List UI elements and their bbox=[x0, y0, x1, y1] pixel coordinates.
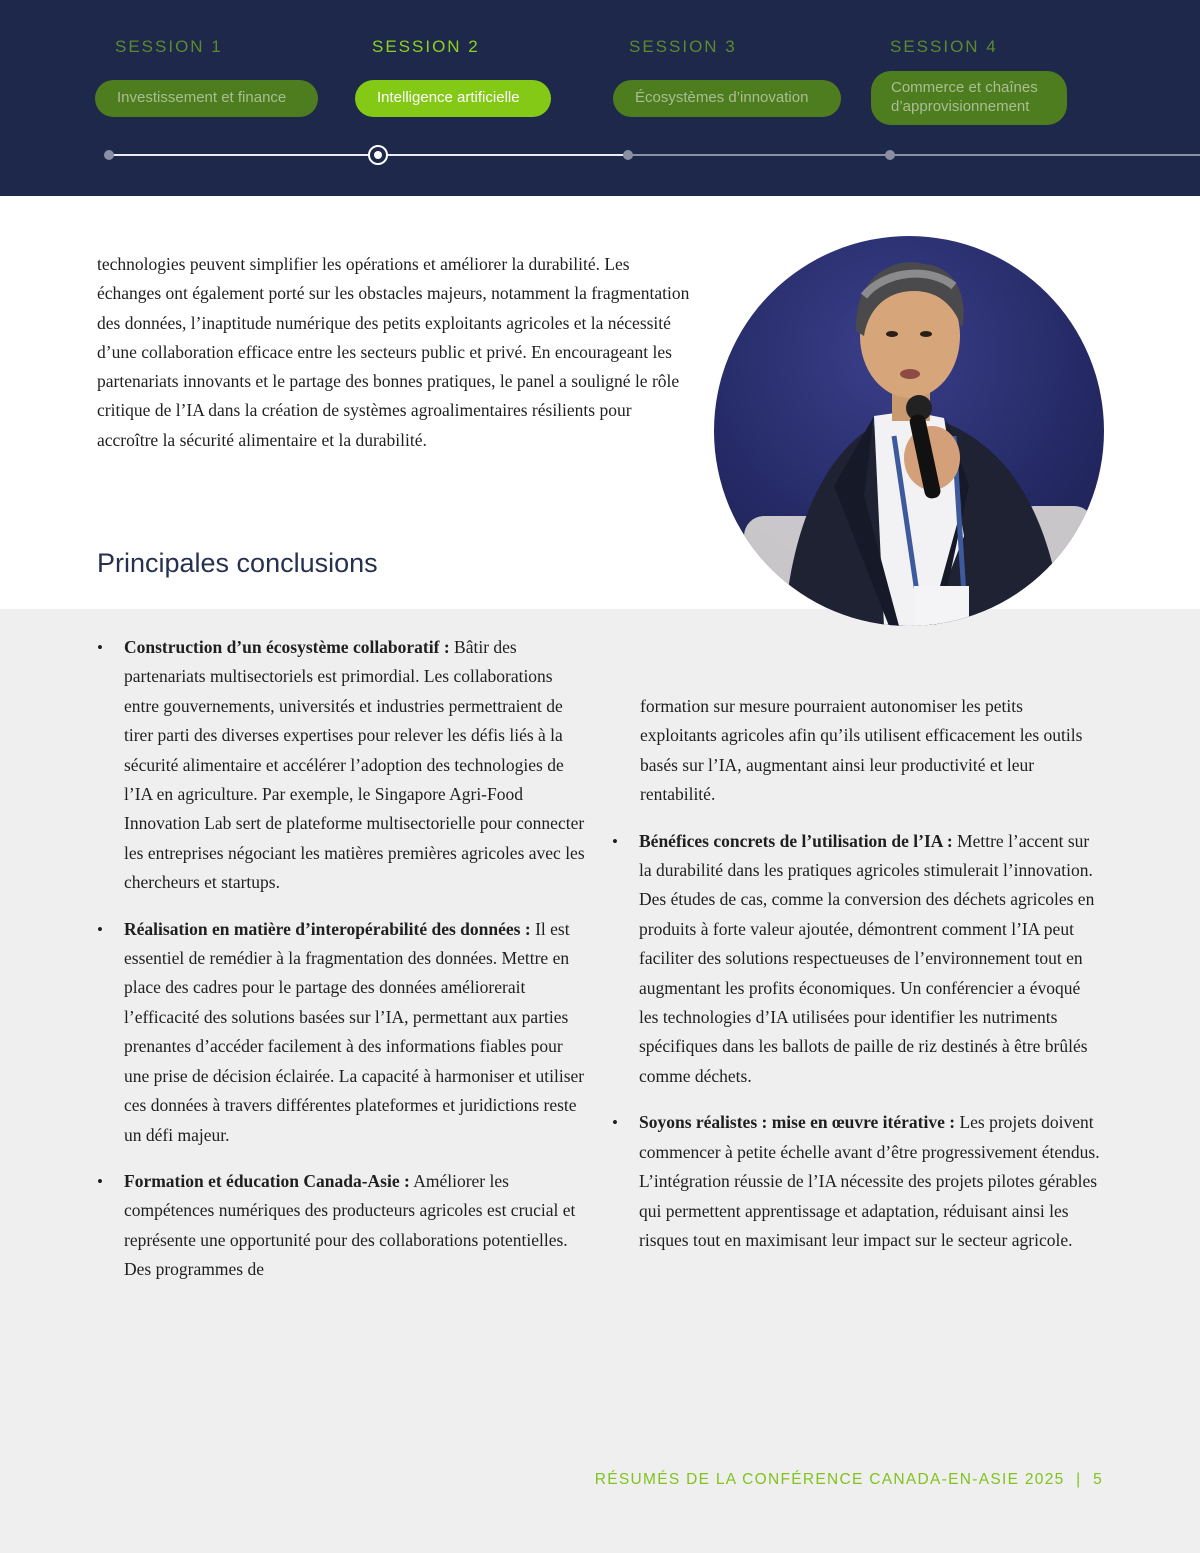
bullet-icon: • bbox=[612, 1113, 618, 1133]
item-body: Mettre l’accent sur la durabilité dans les pratiques agricoles stimulerait l’innovation. Des études de cas, comme la conversion des déchets agricoles en produits à forte valeur ajoutée, démontrent comment l’IA peut faciliter des solutions respectueuses de l’environnement tout en augmentant les profits économiques. Un conférencier a évoqué les technologies d’IA utilisées pour identifier les nutriments spécifiques dans les ballots de paille de riz destinés à être brûlés comme déchets. bbox=[639, 830, 1095, 1086]
list-item bbox=[97, 1167, 587, 1285]
session-4-topic: Commerce et chaînes d’approvisionnement bbox=[891, 79, 1038, 115]
session-2-tab[interactable] bbox=[355, 80, 551, 117]
item-body: Bâtir des partenariats multisectoriels est primordial. Les collaborations entre gouvernements, universités et industries permettraient de tirer parti des diverses expertises pour relever les défis liés à la sécurité alimentaire et accélérer l’adoption des technologies de l’IA en agriculture. Par exemple, le Singapore Agri-Food Innovation Lab sert de plateforme multisectorielle pour connecter les entreprises négociant les matières premières agricoles avec les chercheurs et startups. bbox=[124, 637, 585, 893]
timeline-upcoming-segment bbox=[628, 154, 1200, 156]
session-2-topic: Intelligence artificielle bbox=[377, 89, 520, 107]
session-2-label: SESSION 2 bbox=[372, 37, 480, 56]
item-body: Améliorer les compétences numériques des producteurs agricoles est crucial et représente une opportunité pour des collaborations potentielles. Des programmes de bbox=[124, 1170, 576, 1280]
item-title: Formation et éducation Canada-Asie : bbox=[124, 1170, 410, 1191]
conclusions-left-column bbox=[97, 633, 587, 1302]
item-title: Réalisation en matière d’interopérabilité des données : bbox=[124, 918, 531, 939]
session-3-tab[interactable] bbox=[613, 80, 841, 117]
section-title: Principales conclusions bbox=[97, 548, 378, 578]
intro-paragraph: technologies peuvent simplifier les opérations et améliorer la durabilité. Les échanges ont également porté sur les obstacles majeurs, notamment la fragmentation des données, l’inaptitude numérique des petits exploitants agricoles et la nécessité d’une collaboration efficace entre les secteurs public et privé. En encourageant les partenariats innovants et le partage des bonnes pratiques, le panel a souligné le rôle critique de l’IA dans la création de systèmes agroalimentaires résilients pour accroître la sécurité alimentaire et la durabilité. bbox=[97, 254, 690, 450]
bullet-icon: • bbox=[97, 919, 103, 939]
continued-text: formation sur mesure pourraient autonomiser les petits exploitants agricoles afin qu’ils utilisent efficacement les outils basés sur l’IA, augmentant ainsi leur productivité et leur rentabilité. bbox=[640, 696, 1083, 805]
session-1-topic: Investissement et finance bbox=[117, 89, 287, 107]
bullet-icon: • bbox=[97, 1171, 103, 1191]
page-number: 5 bbox=[1093, 1471, 1103, 1488]
session-4-tab[interactable] bbox=[871, 71, 1067, 125]
session-3-label: SESSION 3 bbox=[629, 37, 737, 56]
list-item bbox=[612, 1108, 1102, 1255]
timeline-dot-session-2-active[interactable] bbox=[368, 145, 388, 165]
item-title: Soyons réalistes : mise en œuvre itérative : bbox=[639, 1112, 956, 1133]
bullet-icon: • bbox=[97, 638, 103, 657]
footer-title: RÉSUMÉS DE LA CONFÉRENCE CANADA-EN-ASIE 2025 bbox=[594, 1471, 1065, 1488]
timeline-dot-session-3[interactable] bbox=[623, 150, 633, 160]
timeline-current-segment bbox=[377, 154, 628, 156]
session-header bbox=[0, 0, 1200, 196]
item-body: Les projets doivent commencer à petite échelle avant d’être progressivement étendus. L’intégration réussie de l’IA nécessite des projets pilotes gérables qui permettent apprentissage et adaptation, réduisant ainsi les risques tout en maximisant leur impact sur le secteur agricole. bbox=[639, 1112, 1100, 1250]
speaker-photo bbox=[714, 236, 1104, 626]
session-1-label: SESSION 1 bbox=[115, 37, 223, 56]
footer-separator: | bbox=[1076, 1471, 1082, 1488]
timeline-completed-segment bbox=[109, 154, 377, 156]
page-footer bbox=[595, 1471, 1103, 1489]
list-item bbox=[612, 827, 1102, 1092]
conclusions-right-column bbox=[612, 692, 1102, 1272]
list-item bbox=[97, 633, 587, 898]
session-4-label: SESSION 4 bbox=[890, 37, 998, 56]
timeline-dot-session-4[interactable] bbox=[885, 150, 895, 160]
item-body: Il est essentiel de remédier à la fragmentation des données. Mettre en place des cadres pour le partage des données améliorerait l’efficacité des solutions basées sur l’IA, permettant aux parties prenantes d’accéder facilement à des informations fiables pour une prise de décision éclairée. La capacité à harmoniser et utiliser ces données à travers différentes plateformes et juridictions reste un défi majeur. bbox=[124, 918, 585, 1145]
item-title: Construction d’un écosystème collaboratif : bbox=[124, 637, 450, 657]
speaker-illustration bbox=[714, 236, 1104, 626]
bullet-icon: • bbox=[612, 831, 618, 851]
item-title: Bénéfices concrets de l’utilisation de l’IA : bbox=[639, 830, 953, 851]
timeline-dot-session-1[interactable] bbox=[104, 150, 114, 160]
list-item bbox=[97, 915, 587, 1150]
session-1-tab[interactable] bbox=[95, 80, 318, 117]
session-3-topic: Écosystèmes d’innovation bbox=[635, 89, 809, 107]
